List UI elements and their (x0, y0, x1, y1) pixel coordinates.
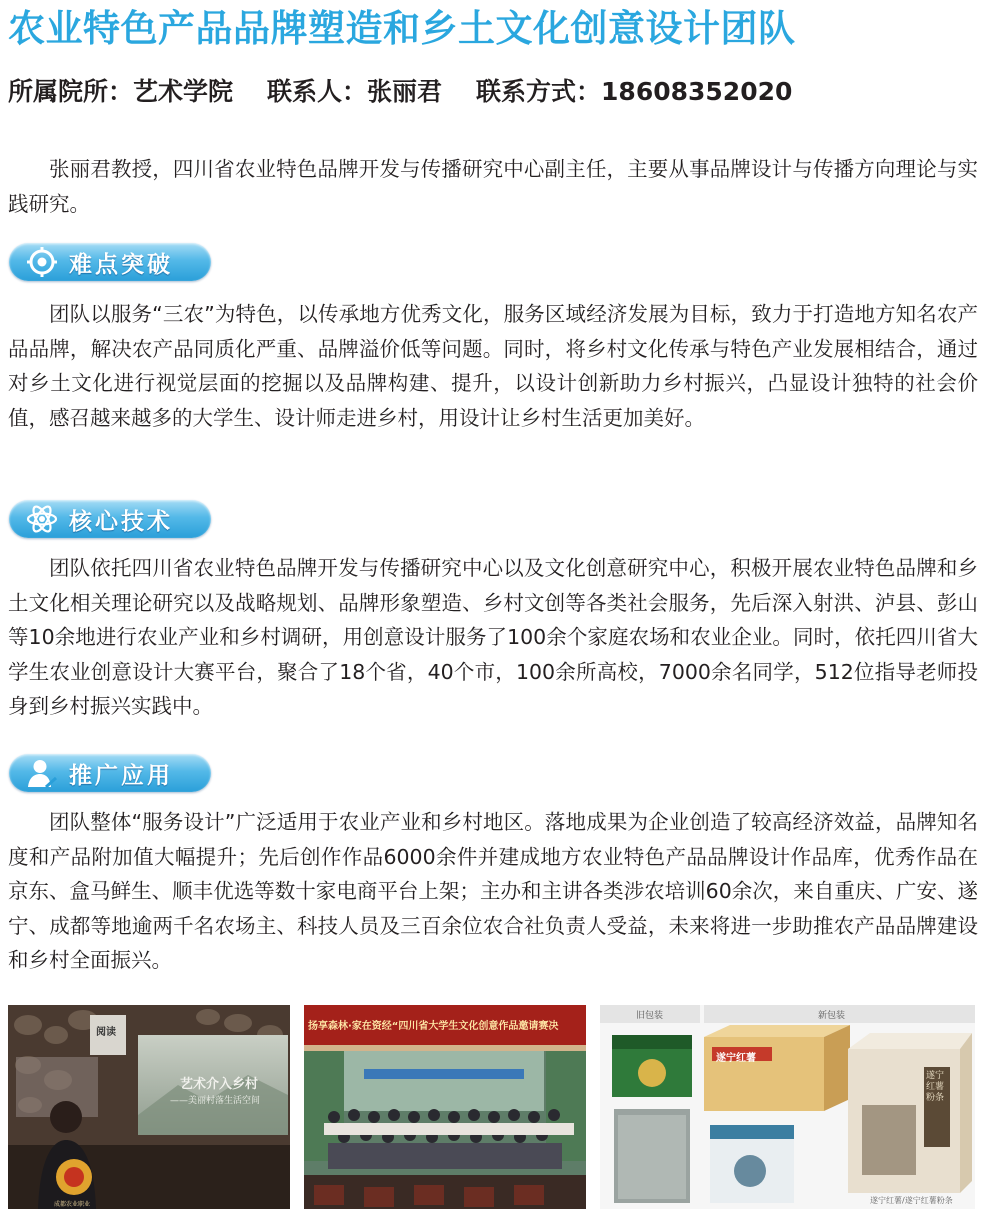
screen-subtitle: ——美丽村落生活空间 (170, 1096, 261, 1106)
group-photo (304, 1005, 586, 1209)
contact-person-label: 联系人：张丽君 (267, 77, 443, 106)
box-label: 遂宁红薯粉条 (926, 1071, 945, 1103)
application-paragraph: 团队整体“服务设计”广泛适用于农业产业和乡村地区。落地成果为企业创造了较高经济效益，品牌知名度和产品附加值大幅提升；先后创作作品6000余件并建成地方农业特色产品品牌设计作品库，优秀作品在京东、盒马鲜生、顺丰优选等数十家电商平台上架；主办和主讲各类涉农培训60余次，来自重庆、广安、遂宁、成都等地逾两千名农场主、科技人员及三百余位农合社负责人受益，未来将进一步助推农产品品牌建设和乡村全面振兴。 (8, 810, 978, 972)
logo-text: 成都农业职业 (54, 1201, 91, 1208)
packaging-photo (600, 1005, 975, 1209)
section-heading-difficulty (9, 243, 211, 281)
institute-label: 所属院所：艺术学院 (8, 77, 234, 106)
lecture-photo (8, 1005, 290, 1209)
intro-paragraph: 张丽君教授，四川省农业特色品牌开发与传播研究中心副主任，主要从事品牌设计与传播方向理论与实践研究。 (8, 157, 978, 216)
target-icon (25, 245, 59, 279)
new-package-label: 新包装 (818, 1011, 846, 1021)
core-tech-paragraph: 团队依托四川省农业特色品牌开发与传播研究中心以及文化创意研究中心，积极开展农业特色品牌和乡土文化相关理论研究以及战略规划、品牌形象塑造、乡村文创等各类社会服务，先后深入射洪、泸县、彭山等10余地进行农业产业和乡村调研，用创意设计服务了100余个家庭农场和农业企业。同时，依托四川省大学生农业创意设计大赛平台，聚合了18个省，40个市，100余所高校，7000余名同学，512位指导老师投身到乡村振兴实践中。 (8, 556, 978, 718)
page-title: 农业特色产品品牌塑造和乡土文化创意设计团队 (8, 7, 796, 50)
packaging-caption: 遂宁红薯/遂宁红薯粉条 (870, 1196, 953, 1205)
old-package-label: 旧包装 (636, 1011, 664, 1021)
contact-method-label: 联系方式：18608352020 (476, 77, 793, 106)
user-icon (25, 756, 59, 790)
screen-title: 艺术介入乡村 (180, 1077, 259, 1092)
atom-icon (25, 502, 59, 536)
section-heading-label: 核心技术 (69, 508, 173, 535)
section-heading-application (9, 754, 211, 792)
door-sign: 阅读 (96, 1027, 116, 1038)
section-heading-label: 难点突破 (69, 251, 173, 278)
difficulty-paragraph: 团队以服务“三农”为特色，以传承地方优秀文化，服务区域经济发展为目标，致力于打造地方知名农产品品牌，解决农产品同质化严重、品牌溢价低等问题。同时，将乡村文化传承与特色产业发展相结合，通过对乡土文化进行视觉层面的挖掘以及品牌构建、提升，以设计创新助力乡村振兴，凸显设计独特的社会价值，感召越来越多的大学生、设计师走进乡村，用设计让乡村生活更加美好。 (8, 302, 978, 430)
section-heading-core-tech (9, 500, 211, 538)
event-banner: 扬享森林·家在资经“四川省大学生文化创意作品邀请赛决 (308, 1021, 559, 1032)
brand-label: 遂宁红薯 (716, 1053, 756, 1064)
contact-info (8, 72, 792, 112)
section-heading-label: 推广应用 (69, 762, 173, 789)
